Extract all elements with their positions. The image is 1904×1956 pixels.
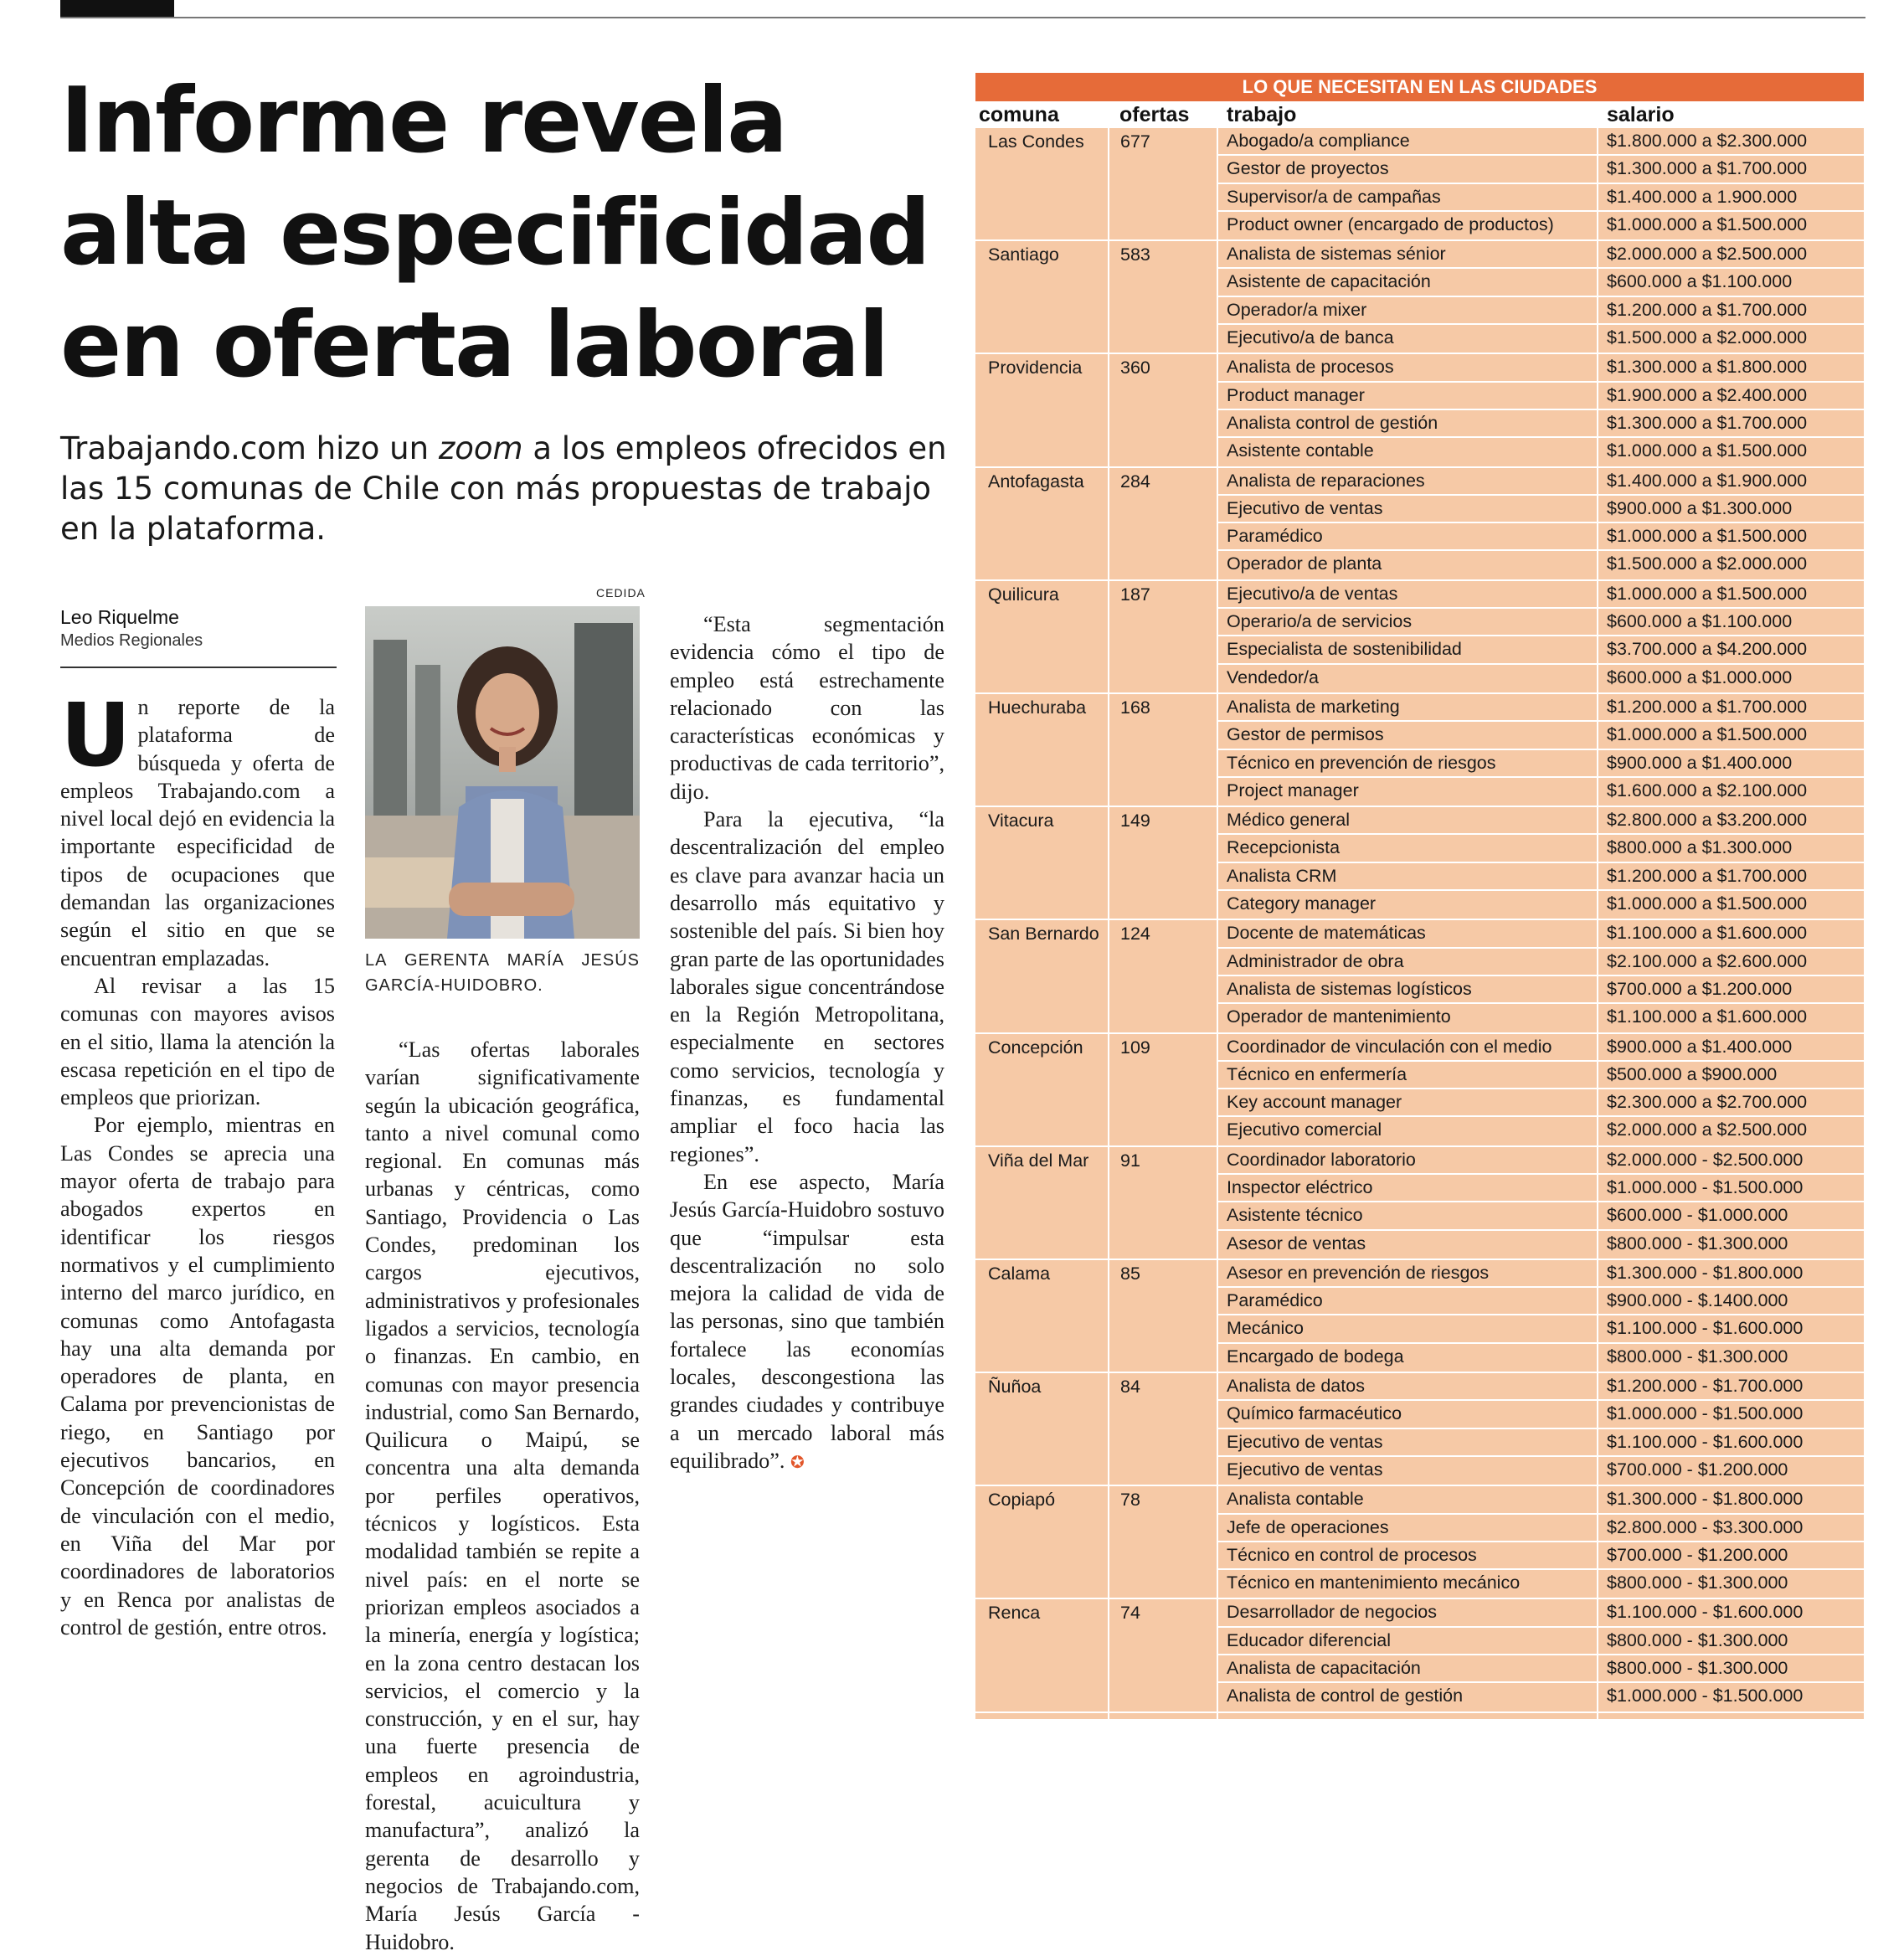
job-title: Asesor de ventas xyxy=(1227,1233,1366,1253)
job-title: Project manager xyxy=(1227,780,1359,800)
comuna-group xyxy=(975,1373,1864,1486)
paragraph: Para la ejecutiva, “la descentralización del empleo es clave para avanzar hacia un desarrollo más equitativo y sostenible del país. Si bien hoy gran parte de las oportunidades laborales sigue concentrándose en la Región Metropolitana, especialmente en sectores como servicios, tecnología y finanzas, es fundamental ampliar el foco hacia las regiones”. xyxy=(670,807,944,1166)
salary-range: $3.700.000 a $4.200.000 xyxy=(1607,639,1808,660)
paragraph-text: En ese aspecto, María Jesús García-Huidobro sostuvo que “impulsar esta descentralización no solo mejora la calidad de vida de las personas, sino que también fortalece las economías locales, descongestiona las grandes ciudades y contribuye a un mercado laboral más equilibrado”. xyxy=(670,1169,944,1473)
paragraph: “Las ofertas laborales varían significativamente según la ubicación geográfica, tanto a nivel comunal como regional. En comunas más urbanas y céntricas, como Santiago, Providencia o Las Condes, predominan los cargos ejecutivos, administrativos y profesionales ligados a servicios, tecnología o finanzas. En cambio, en comunas con mayor presencia industrial, como San Bernardo, Quilicura o Maipú, se concentra una alta demanda por perfiles operativos, técnicos y logísticos. Esta modalidad también se repite a nivel país: en el norte se priorizan empleos asociados a la minería, energía y logística; en la zona centro destacan los servicios, el comercio y la construcción, y en el sur, hay una fuerte presencia de empleos en agroindustria, forestal, acuicultura y manufactura”, analizó la gerenta de desarrollo y negocios de Trabajando.com, María Jesús García - Huidobro. xyxy=(365,1037,640,1954)
salary-range: $1.500.000 a $2.000.000 xyxy=(1607,327,1808,348)
end-mark-icon: ✪ xyxy=(790,1451,805,1472)
salary-range: $1.800.000 a $2.300.000 xyxy=(1607,131,1808,151)
job-title: Ejecutivo/a de banca xyxy=(1227,327,1394,348)
job-title: Técnico en prevención de riesgos xyxy=(1227,752,1496,773)
ofertas-count: 187 xyxy=(1120,584,1150,605)
table-row xyxy=(1218,1628,1864,1655)
job-title: Product owner (encargado de productos) xyxy=(1227,214,1554,234)
job-title: Especialista de sostenibilidad xyxy=(1227,639,1462,660)
comuna-group xyxy=(975,468,1864,581)
header-salario: salario xyxy=(1607,103,1675,126)
table-row xyxy=(1218,976,1864,1004)
job-title: Técnico en mantenimiento mecánico xyxy=(1227,1573,1521,1593)
comuna-name: Huechuraba xyxy=(988,697,1087,718)
table-row xyxy=(1218,184,1864,212)
job-title: Educador diferencial xyxy=(1227,1629,1392,1650)
table-row xyxy=(1218,1570,1864,1598)
salary-range: $1.300.000 - $1.800.000 xyxy=(1607,1262,1804,1283)
salary-range: $2.000.000 - $2.500.000 xyxy=(1607,1149,1804,1170)
salary-range: $1.100.000 - $1.600.000 xyxy=(1607,1431,1804,1452)
salary-range: $1.100.000 a $1.600.000 xyxy=(1607,923,1808,944)
table-row xyxy=(1218,835,1864,862)
table-row xyxy=(1218,1373,1864,1401)
table-row xyxy=(1218,1288,1864,1315)
salary-range: $1.000.000 a $1.500.000 xyxy=(1607,583,1808,604)
salary-range: $900.000 a $1.400.000 xyxy=(1607,752,1793,773)
table-title: LO QUE NECESITAN EN LAS CIUDADES xyxy=(975,73,1864,101)
job-title: Asistente contable xyxy=(1227,440,1374,461)
table-row xyxy=(1218,1486,1864,1514)
paragraph xyxy=(670,1168,944,1476)
salary-range: $1.300.000 a $1.800.000 xyxy=(1607,357,1808,378)
paragraph: “Esta segmentación evidencia cómo el tipo de empleo está estrechamente relacionado con las características económicas y productivas de cada territorio”, dijo. xyxy=(670,612,944,804)
salary-range: $1.300.000 - $1.800.000 xyxy=(1607,1489,1804,1510)
ofertas-count: 84 xyxy=(1120,1377,1140,1398)
salary-range: $800.000 - $1.300.000 xyxy=(1607,1629,1788,1650)
job-title: Operario/a de servicios xyxy=(1227,611,1413,632)
table-row xyxy=(1218,665,1864,692)
job-title: Asistente de capacitación xyxy=(1227,271,1431,292)
ofertas-count: 583 xyxy=(1120,244,1150,265)
job-title: Analista de datos xyxy=(1227,1376,1365,1397)
table-row xyxy=(1218,807,1864,835)
job-title: Coordinador de vinculación con el medio xyxy=(1227,1036,1552,1057)
table-row xyxy=(1218,468,1864,496)
salary-range: $1.100.000 a $1.600.000 xyxy=(1607,1006,1808,1027)
table-row xyxy=(1218,410,1864,438)
salary-range: $1.100.000 - $1.600.000 xyxy=(1607,1318,1804,1339)
job-title: Ejecutivo comercial xyxy=(1227,1120,1382,1140)
table-row xyxy=(1218,1344,1864,1372)
salary-range: $1.000.000 a $1.500.000 xyxy=(1607,214,1808,234)
job-title: Vendedor/a xyxy=(1227,667,1319,687)
salary-range: $1.000.000 - $1.500.000 xyxy=(1607,1403,1804,1424)
salary-range: $700.000 a $1.200.000 xyxy=(1607,978,1793,999)
job-title: Químico farmacéutico xyxy=(1227,1403,1402,1424)
table-row xyxy=(1218,1231,1864,1259)
table-row xyxy=(1218,1655,1864,1683)
comuna-group xyxy=(975,920,1864,1033)
salary-range: $800.000 - $1.300.000 xyxy=(1607,1573,1788,1593)
comuna-name: Providencia xyxy=(988,358,1083,378)
salary-range: $1.000.000 - $1.500.000 xyxy=(1607,1686,1804,1706)
section-marker xyxy=(60,0,174,18)
paragraph-text: n reporte de la plataforma de búsqueda y oferta de empleos Trabajando.com a nivel local dejó en evidencia la importante especificidad de tipos de ocupaciones que demandan las organizaciones según el sitio en que se encuentran emplazadas. xyxy=(60,695,335,970)
job-title: Docente de matemáticas xyxy=(1227,923,1426,944)
comuna-name: San Bernardo xyxy=(988,924,1099,945)
table-row xyxy=(1218,128,1864,156)
salary-range: $1.100.000 - $1.600.000 xyxy=(1607,1602,1804,1623)
ofertas-count: 78 xyxy=(1120,1490,1140,1511)
paragraph xyxy=(60,684,335,972)
job-title: Mecánico xyxy=(1227,1318,1304,1339)
job-title: Paramédico xyxy=(1227,1290,1323,1311)
column-1 xyxy=(60,684,335,1641)
table-row xyxy=(1218,383,1864,410)
comuna-name: Calama xyxy=(988,1263,1051,1284)
salary-range: $1.500.000 a $2.000.000 xyxy=(1607,553,1808,574)
table-row xyxy=(1218,1515,1864,1542)
salary-range: $600.000 - $1.000.000 xyxy=(1607,1205,1788,1226)
job-title: Analista de marketing xyxy=(1227,696,1400,717)
comuna-name: Santiago xyxy=(988,244,1059,265)
job-title: Analista de procesos xyxy=(1227,357,1394,378)
comuna-group xyxy=(975,1147,1864,1260)
table-row xyxy=(1218,581,1864,609)
table-row xyxy=(1218,920,1864,948)
job-title: Supervisor/a de campañas xyxy=(1227,186,1441,207)
table-row xyxy=(1218,1147,1864,1175)
table-row xyxy=(1218,1034,1864,1062)
salary-range: $1.000.000 a $1.500.000 xyxy=(1607,440,1808,461)
job-title: Operador/a mixer xyxy=(1227,299,1367,320)
table-row xyxy=(1218,609,1864,636)
salary-range: $2.800.000 a $3.200.000 xyxy=(1607,810,1808,831)
salary-range: $1.400.000 a $1.900.000 xyxy=(1607,470,1808,491)
job-title: Operador de mantenimiento xyxy=(1227,1006,1451,1027)
table-row xyxy=(1218,1429,1864,1457)
job-title: Encargado de bodega xyxy=(1227,1346,1404,1367)
job-title: Desarrollador de negocios xyxy=(1227,1602,1437,1623)
job-title: Analista CRM xyxy=(1227,865,1337,886)
job-title: Analista de control de gestión xyxy=(1227,1686,1464,1706)
comuna-name: Concepción xyxy=(988,1037,1083,1058)
byline xyxy=(60,605,337,668)
header-comuna: comuna xyxy=(979,103,1059,126)
salary-range: $900.000 a $1.300.000 xyxy=(1607,497,1793,518)
job-title: Ejecutivo de ventas xyxy=(1227,497,1383,518)
salary-range: $2.100.000 a $2.600.000 xyxy=(1607,950,1808,971)
comuna-name: Renca xyxy=(988,1603,1041,1624)
job-title: Técnico en control de procesos xyxy=(1227,1544,1477,1565)
salary-range: $900.000 - $.1400.000 xyxy=(1607,1290,1788,1311)
table-row xyxy=(1218,1683,1864,1711)
table-row xyxy=(1218,212,1864,239)
table-row xyxy=(1218,496,1864,523)
drop-cap: U xyxy=(60,684,131,786)
salary-range: $1.400.000 a 1.900.000 xyxy=(1607,186,1798,207)
job-title: Ejecutivo de ventas xyxy=(1227,1431,1383,1452)
portrait-photo xyxy=(365,606,640,939)
ofertas-count: 74 xyxy=(1120,1603,1140,1624)
table-row xyxy=(1218,949,1864,976)
job-title: Analista de sistemas logísticos xyxy=(1227,978,1472,999)
job-title: Analista de reparaciones xyxy=(1227,470,1425,491)
job-title: Técnico en enfermería xyxy=(1227,1063,1407,1084)
jobs-table xyxy=(975,73,1864,1719)
salary-range: $1.200.000 a $1.700.000 xyxy=(1607,299,1808,320)
comuna-name: Viña del Mar xyxy=(988,1150,1089,1171)
job-title: Analista de sistemas sénior xyxy=(1227,244,1446,265)
dek xyxy=(60,429,973,549)
column-2 xyxy=(365,1036,640,1956)
table-row xyxy=(1218,778,1864,806)
ofertas-count: 284 xyxy=(1120,471,1150,492)
column-3 xyxy=(670,610,944,1476)
table-row xyxy=(1218,1457,1864,1485)
header-trabajo: trabajo xyxy=(1227,103,1297,126)
comuna-group xyxy=(975,354,1864,467)
job-title: Key account manager xyxy=(1227,1092,1402,1113)
comuna-group xyxy=(975,1486,1864,1599)
comuna-name: Vitacura xyxy=(988,811,1054,831)
job-title: Analista control de gestión xyxy=(1227,412,1438,433)
table-row xyxy=(1218,1004,1864,1032)
table-row xyxy=(1218,1062,1864,1089)
salary-range: $1.300.000 a $1.700.000 xyxy=(1607,412,1808,433)
salary-range: $900.000 a $1.400.000 xyxy=(1607,1036,1793,1057)
table-row xyxy=(1218,1202,1864,1230)
table-body xyxy=(975,128,1864,1719)
author-outlet: Medios Regionales xyxy=(60,631,203,650)
job-title: Jefe de operaciones xyxy=(1227,1516,1389,1537)
ofertas-count: 149 xyxy=(1120,811,1150,831)
table-row xyxy=(1218,325,1864,353)
job-title: Asesor en prevención de riesgos xyxy=(1227,1262,1490,1283)
salary-range: $1.000.000 a $1.500.000 xyxy=(1607,893,1808,914)
ofertas-count: 109 xyxy=(1120,1037,1150,1058)
salary-range: $700.000 - $1.200.000 xyxy=(1607,1459,1788,1480)
salary-range: $1.300.000 a $1.700.000 xyxy=(1607,158,1808,179)
comuna-group xyxy=(975,694,1864,807)
job-title: Analista contable xyxy=(1227,1489,1364,1510)
table-row xyxy=(1218,636,1864,664)
table-row xyxy=(1218,1542,1864,1570)
table-row xyxy=(1218,1315,1864,1343)
comuna-group xyxy=(975,241,1864,354)
salary-range: $2.000.000 a $2.500.000 xyxy=(1607,1120,1808,1140)
dek-part-2: a los empleos ofrecidos en las 15 comunas de Chile con más propuestas de trabajo en la plataforma. xyxy=(60,430,947,547)
portrait-illustration xyxy=(365,606,640,939)
table-row xyxy=(1218,891,1864,919)
comuna-name: Ñuñoa xyxy=(988,1377,1042,1398)
comuna-group xyxy=(975,128,1864,241)
job-title: Paramédico xyxy=(1227,526,1323,547)
ofertas-count: 677 xyxy=(1120,131,1150,152)
job-title: Product manager xyxy=(1227,384,1365,405)
salary-range: $2.000.000 a $2.500.000 xyxy=(1607,244,1808,265)
table-row xyxy=(1218,438,1864,466)
salary-range: $600.000 a $1.100.000 xyxy=(1607,611,1793,632)
job-title: Analista de capacitación xyxy=(1227,1658,1421,1679)
job-title: Inspector eléctrico xyxy=(1227,1176,1373,1197)
table-row xyxy=(1218,523,1864,551)
salary-range: $2.800.000 - $3.300.000 xyxy=(1607,1516,1804,1537)
comuna-group xyxy=(975,581,1864,694)
ofertas-count: 168 xyxy=(1120,697,1150,718)
job-title: Gestor de proyectos xyxy=(1227,158,1389,179)
table-row xyxy=(1218,156,1864,183)
top-rule xyxy=(60,17,1865,18)
table-row xyxy=(1218,1175,1864,1202)
table-header xyxy=(975,101,1864,128)
comuna-name: Copiapó xyxy=(988,1490,1056,1511)
table-row xyxy=(1218,1599,1864,1627)
comuna-group xyxy=(975,1599,1864,1712)
table-row xyxy=(1218,722,1864,749)
salary-range: $800.000 a $1.300.000 xyxy=(1607,837,1793,858)
comuna-group xyxy=(975,807,1864,920)
comuna-name: Las Condes xyxy=(988,131,1084,152)
job-title: Category manager xyxy=(1227,893,1377,914)
salary-range: $800.000 - $1.300.000 xyxy=(1607,1346,1788,1367)
salary-range: $1.000.000 a $1.500.000 xyxy=(1607,724,1808,745)
job-title: Coordinador laboratorio xyxy=(1227,1149,1416,1170)
table-row xyxy=(1218,750,1864,778)
header-ofertas: ofertas xyxy=(1119,103,1190,126)
job-title: Abogado/a compliance xyxy=(1227,131,1410,151)
job-title: Gestor de permisos xyxy=(1227,724,1384,745)
job-title: Ejecutivo de ventas xyxy=(1227,1459,1383,1480)
table-row xyxy=(1218,863,1864,891)
table-row xyxy=(1218,354,1864,382)
ofertas-count: 124 xyxy=(1120,924,1150,945)
table-row xyxy=(1218,297,1864,325)
salary-range: $600.000 a $1.000.000 xyxy=(1607,667,1793,687)
comuna-name: Quilicura xyxy=(988,584,1059,605)
salary-range: $1.200.000 a $1.700.000 xyxy=(1607,696,1808,717)
comuna-name: Antofagasta xyxy=(988,471,1084,492)
job-title: Administrador de obra xyxy=(1227,950,1404,971)
job-title: Operador de planta xyxy=(1227,553,1382,574)
table-row xyxy=(1218,1401,1864,1428)
salary-range: $800.000 - $1.300.000 xyxy=(1607,1658,1788,1679)
table-row xyxy=(1218,694,1864,722)
ofertas-count: 91 xyxy=(1120,1150,1140,1171)
photo-caption: LA GERENTA MARÍA JESÚS GARCÍA-HUIDOBRO. xyxy=(365,951,640,995)
table-row xyxy=(1218,551,1864,579)
job-title: Asistente técnico xyxy=(1227,1205,1363,1226)
salary-range: $1.000.000 a $1.500.000 xyxy=(1607,526,1808,547)
salary-range: $1.600.000 a $2.100.000 xyxy=(1607,780,1808,800)
salary-range: $1.000.000 - $1.500.000 xyxy=(1607,1176,1804,1197)
table-row xyxy=(1218,241,1864,269)
dek-emphasis: zoom xyxy=(438,430,523,466)
table-row xyxy=(1218,1089,1864,1117)
ofertas-count: 360 xyxy=(1120,358,1150,378)
salary-range: $700.000 - $1.200.000 xyxy=(1607,1544,1788,1565)
salary-range: $500.000 a $900.000 xyxy=(1607,1063,1778,1084)
table-row xyxy=(1218,1260,1864,1288)
table-row xyxy=(1218,269,1864,296)
salary-range: $800.000 - $1.300.000 xyxy=(1607,1233,1788,1253)
author-name: Leo Riquelme xyxy=(60,606,179,628)
job-title: Médico general xyxy=(1227,810,1351,831)
salary-range: $1.900.000 a $2.400.000 xyxy=(1607,384,1808,405)
comuna-group xyxy=(975,1034,1864,1147)
job-title: Ejecutivo/a de ventas xyxy=(1227,583,1398,604)
photo-credit: CEDIDA xyxy=(596,586,646,600)
paragraph: Al revisar a las 15 comunas con mayores avisos en el sitio, llama la atención la escasa repetición en el tipo de empleos que priorizan. xyxy=(60,973,335,1110)
paragraph: Por ejemplo, mientras en Las Condes se aprecia una mayor oferta de trabajo para abogados expertos en identificar los riesgos normativos y el cumplimiento interno del marco jurídico, en comunas como Antofagasta hay una alta demanda por operadores de planta, en Calama por prevencionistas de riego, en Santiago por ejecutivos bancarios, en Concepción de coordinadores de vinculación con el medio, en Viña del Mar por coordinadores de laboratorios y en Renca por analistas de control de gestión, entre otros. xyxy=(60,1113,335,1639)
ofertas-count: 85 xyxy=(1120,1263,1140,1284)
dek-part-1: Trabajando.com hizo un xyxy=(60,430,439,466)
comuna-group xyxy=(975,1260,1864,1373)
table-row xyxy=(1218,1117,1864,1145)
job-title: Recepcionista xyxy=(1227,837,1341,858)
headline: Informe revela alta especificidad en oferta laboral xyxy=(60,69,929,398)
salary-range: $1.200.000 - $1.700.000 xyxy=(1607,1376,1804,1397)
salary-range: $1.200.000 a $1.700.000 xyxy=(1607,865,1808,886)
salary-range: $2.300.000 a $2.700.000 xyxy=(1607,1092,1808,1113)
salary-range: $600.000 a $1.100.000 xyxy=(1607,271,1793,292)
